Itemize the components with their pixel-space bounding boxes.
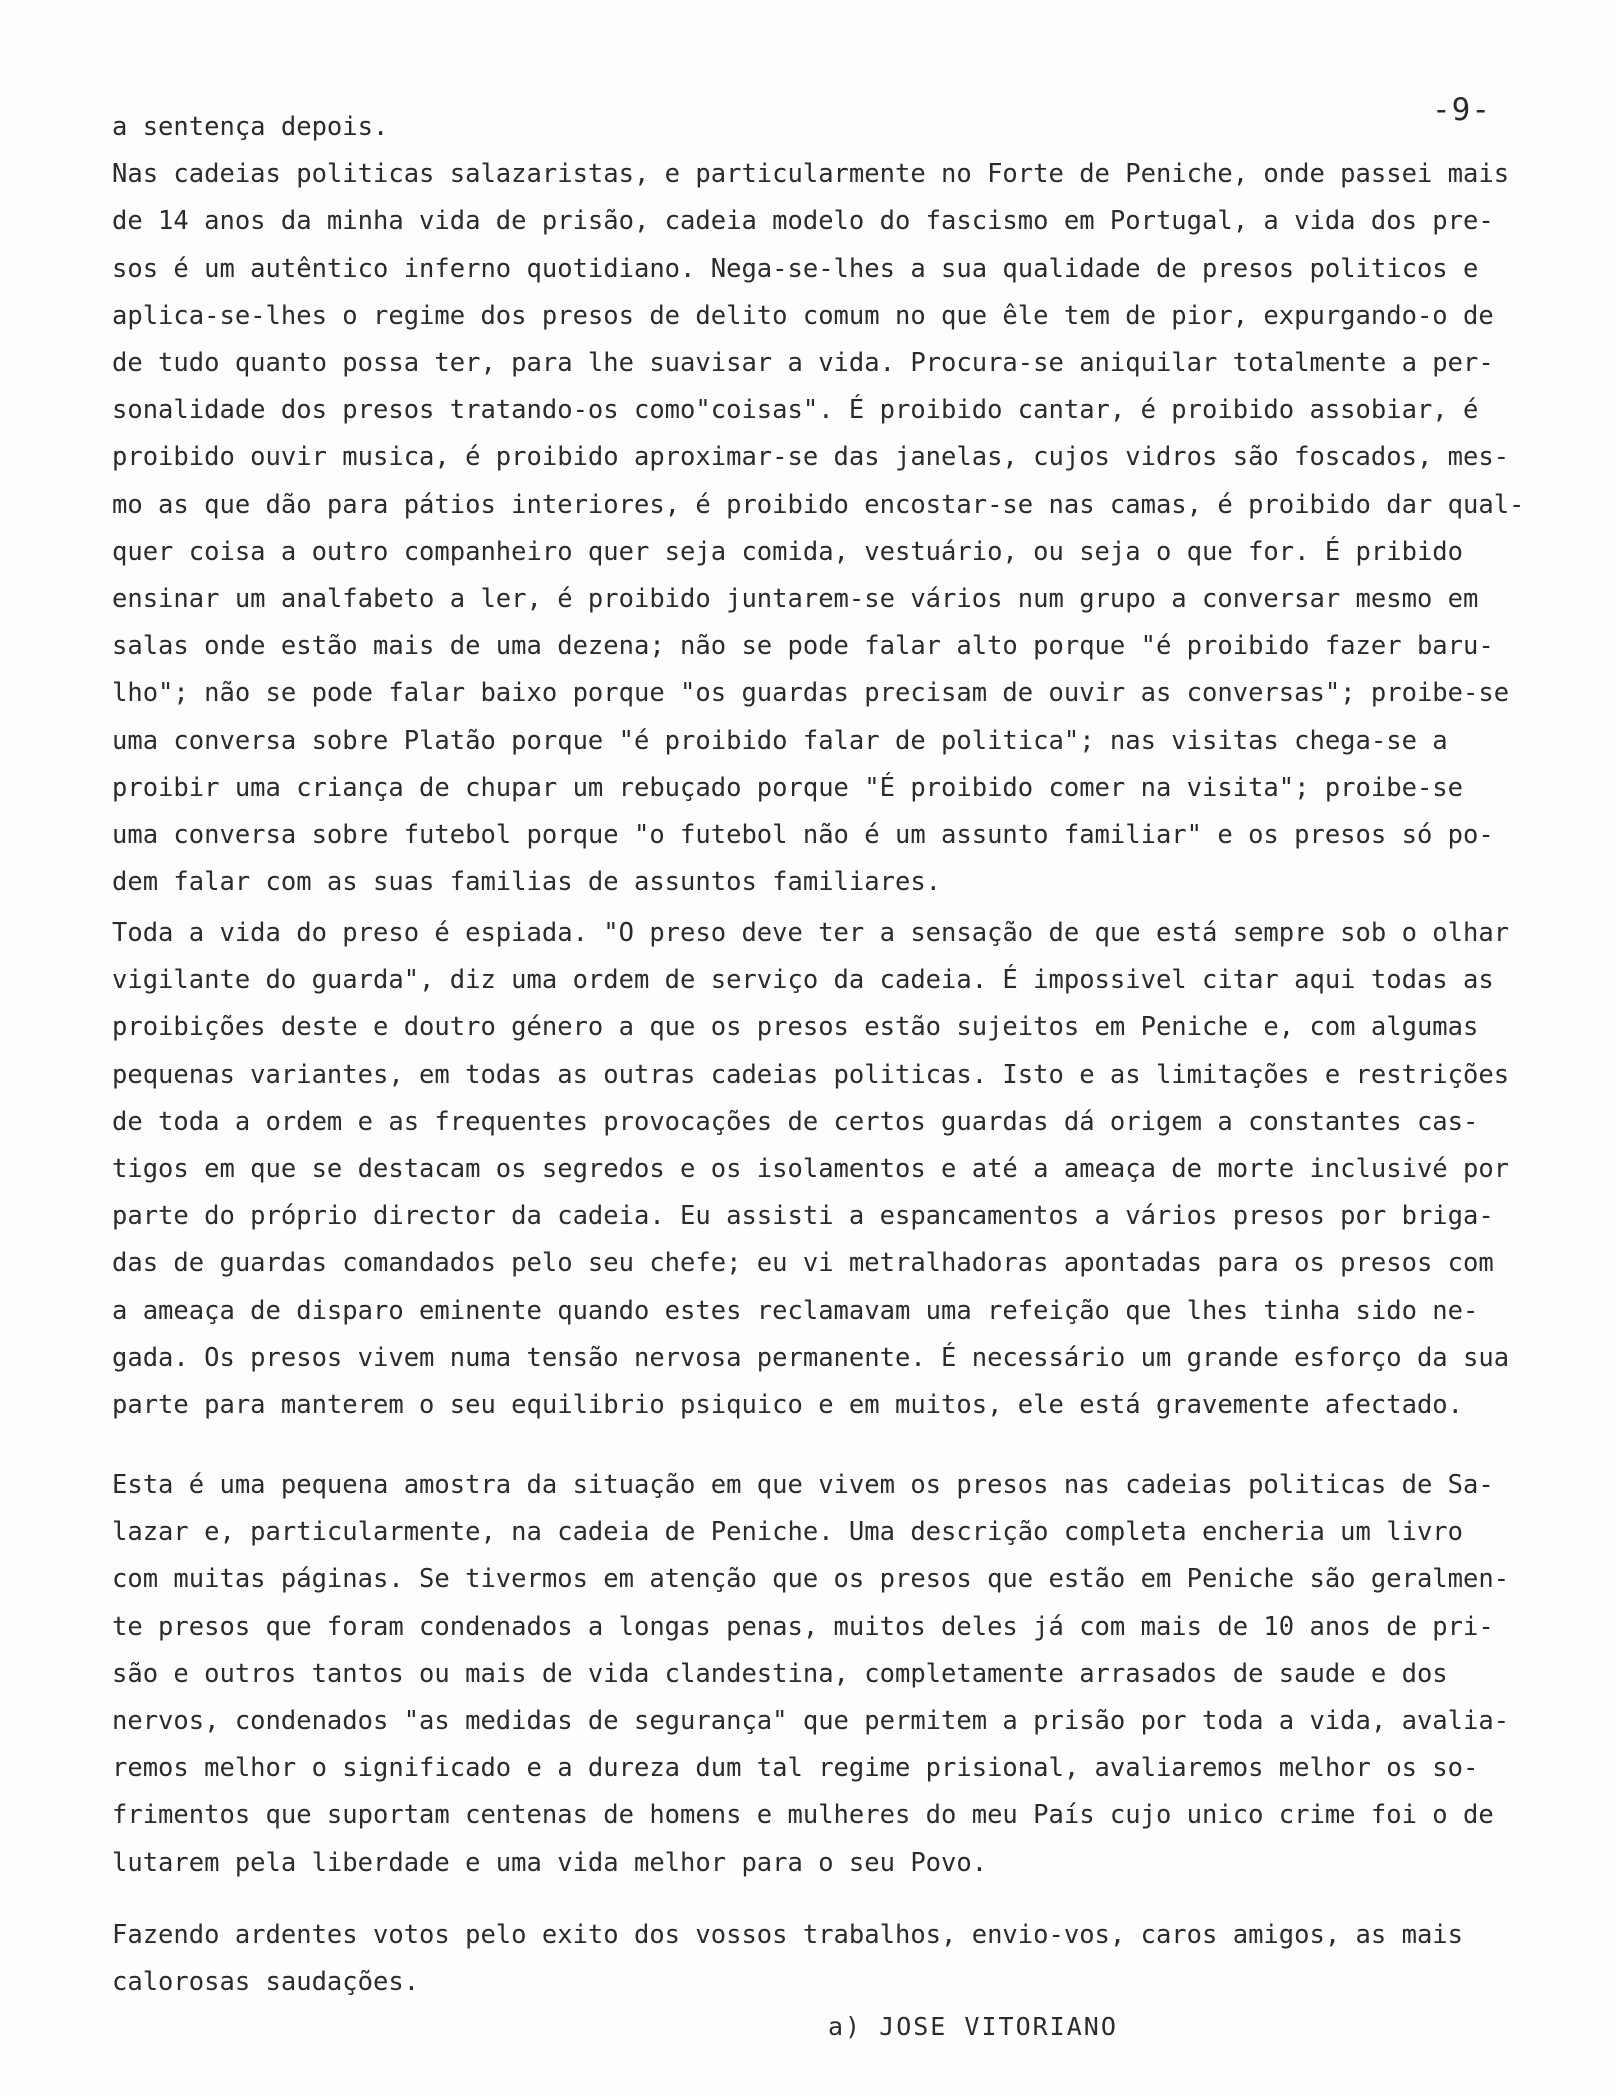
text-line: Esta é uma pequena amostra da situação em que vivem os presos nas cadeias politicas de Sa- [112,1470,1494,1500]
text-line: frimentos que suportam centenas de homens e mulheres do meu País cujo unico crime foi o de [112,1800,1494,1831]
text-line: sonalidade dos presos tratando-os como"coisas". É proibido cantar, é proibido assobiar, é [112,395,1479,426]
text-line: lho"; não se pode falar baixo porque "os guardas precisam de ouvir as conversas"; proibe-se [112,678,1510,709]
text-line: Toda a vida do preso é espiada. "O preso deve ter a sensação de que está sempre sob o olhar [112,918,1510,948]
text-line: de toda a ordem e as frequentes provocações de certos guardas dá origem a constantes cas- [112,1106,1479,1137]
text-line: dem falar com as suas familias de assuntos familiares. [112,867,942,898]
text-line: remos melhor o significado e a dureza dum tal regime prisional, avaliaremos melhor os so- [112,1753,1479,1784]
text-line: proibições deste e doutro género a que os presos estão sujeitos em Peniche e, com algumas [112,1012,1479,1043]
paragraph-1 [112,104,1544,906]
text-line: uma conversa sobre futebol porque "o futebol não é um assunto familiar" e os presos só po- [112,820,1494,851]
text-line: são e outros tantos ou mais de vida clandestina, completamente arrasados de saude e dos [112,1658,1448,1689]
text-line: aplica-se-lhes o regime dos presos de delito comum no que êle tem de pior, expurgando-o de [112,300,1494,331]
text-line: parte do próprio director da cadeia. Eu assisti a espancamentos a vários presos por briga- [112,1201,1494,1232]
text-line: proibido ouvir musica, é proibido aproximar-se das janelas, cujos vidros são foscados, mes- [112,442,1510,473]
page-number: -9- [1432,92,1491,128]
text-line: calorosas saudações. [112,1967,420,1998]
text-line: sos é um autêntico inferno quotidiano. Nega-se-lhes a sua qualidade de presos politicos e [112,253,1479,284]
text-line: Nas cadeias politicas salazaristas, e particularmente no Forte de Peniche, onde passei mais [112,159,1510,190]
signature: a) JOSE VITORIANO [828,2012,1118,2041]
text-line: tigos em que se destacam os segredos e os isolamentos e até a ameaça de morte inclusivé por [112,1154,1510,1185]
text-line: uma conversa sobre Platão porque "é proibido falar de politica"; nas visitas chega-se a [112,725,1448,756]
text-line: gada. Os presos vivem numa tensão nervosa permanente. É necessário um grande esforço da sua [112,1342,1510,1373]
text-line: lazar e, particularmente, na cadeia de Peniche. Uma descrição completa encheria um livro [112,1517,1464,1548]
paragraph-2 [112,910,1544,1429]
text-line: Fazendo ardentes votos pelo exito dos vossos trabalhos, envio-vos, caros amigos, as mais [112,1920,1464,1950]
text-line: das de guardas comandados pelo seu chefe; eu vi metralhadoras apontadas para os presos com [112,1248,1494,1279]
text-line: de tudo quanto possa ter, para lhe suavisar a vida. Procura-se aniquilar totalmente a per- [112,348,1494,379]
text-line: parte para manterem o seu equilibrio psiquico e em muitos, ele está gravemente afectado. [112,1390,1464,1421]
text-line: pequenas variantes, em todas as outras cadeias politicas. Isto e as limitações e restrições [112,1059,1510,1090]
paragraph-4 [112,1912,1544,2006]
text-line: proibir uma criança de chupar um rebuçado porque "É proibido comer na visita"; proibe-se [112,772,1464,803]
paragraph-3 [112,1462,1544,1887]
text-line: te presos que foram condenados a longas penas, muitos deles já com mais de 10 anos de pri- [112,1611,1494,1642]
text-line: mo as que dão para pátios interiores, é proibido encostar-se nas camas, é proibido dar qual- [112,489,1525,520]
text-line: a ameaça de disparo eminente quando estes reclamavam uma refeição que lhes tinha sido ne- [112,1295,1479,1326]
text-line: a sentença depois. [112,112,389,142]
text-line: com muitas páginas. Se tivermos em atenção que os presos que estão em Peniche são geralmen- [112,1564,1510,1595]
text-line: quer coisa a outro companheiro quer seja comida, vestuário, ou seja o que for. É pribido [112,536,1464,567]
text-line: salas onde estão mais de uma dezena; não se pode falar alto porque "é proibido fazer baru- [112,631,1494,662]
text-line: ensinar um analfabeto a ler, é proibido juntarem-se vários num grupo a conversar mesmo em [112,584,1479,615]
text-line: lutarem pela liberdade e uma vida melhor para o seu Povo. [112,1847,988,1878]
text-line: de 14 anos da minha vida de prisão, cadeia modelo do fascismo em Portugal, a vida dos pre- [112,206,1494,237]
text-line: vigilante do guarda", diz uma ordem de serviço da cadeia. É impossivel citar aqui todas as [112,965,1494,996]
text-line: nervos, condenados "as medidas de segurança" que permitem a prisão por toda a vida, avalia- [112,1706,1510,1737]
